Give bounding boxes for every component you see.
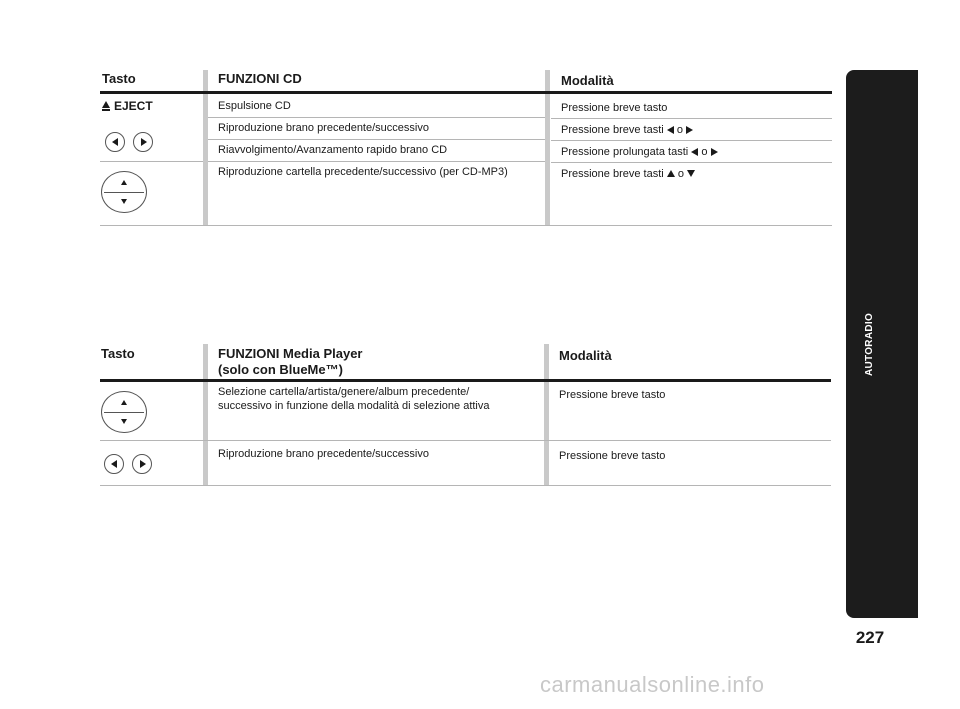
right-arrow-button-icon: [132, 454, 152, 474]
right-arrow-button-icon: [133, 132, 153, 152]
header-modalita: Modalità: [559, 348, 612, 363]
table-cell: Pressione breve tasti o: [561, 167, 695, 181]
eject-icon: [102, 101, 110, 111]
table-cell: Pressione breve tasto: [559, 389, 666, 401]
column-divider: [544, 344, 549, 485]
table-cell: Pressione prolungata tasti o: [561, 145, 718, 159]
header-rule: [100, 379, 831, 382]
table-cell: Selezione cartella/artista/genere/album precedente/ successivo in funzione della modalità di selezione attiva: [218, 386, 490, 412]
watermark: carmanualsonline.info: [540, 672, 765, 697]
row-rule: [551, 118, 832, 119]
right-triangle-icon: [711, 148, 718, 156]
row-rule: [100, 440, 831, 441]
left-arrow-button-icon: [104, 454, 124, 474]
table-cell: Riproduzione brano precedente/successivo: [218, 122, 429, 134]
row-rule: [208, 139, 545, 140]
row-rule: [551, 140, 832, 141]
header-tasto: Tasto: [101, 346, 135, 361]
table-cell: Riproduzione cartella precedente/successivo (per CD-MP3): [218, 166, 508, 178]
header-modalita: Modalità: [561, 73, 614, 88]
table-cell: Pressione breve tasto: [559, 450, 666, 462]
page-number: 227: [855, 628, 885, 647]
eject-key: [102, 99, 153, 113]
header-funzioni: FUNZIONI CD: [218, 71, 302, 86]
up-down-button-icon: [101, 171, 147, 213]
row-rule: [208, 117, 545, 118]
header-rule: [100, 91, 832, 94]
table-cell: Pressione breve tasti o: [561, 123, 693, 137]
left-triangle-icon: [691, 148, 698, 156]
table-cell: Riavvolgimento/Avanzamento rapido brano CD: [218, 144, 448, 156]
table-cell: Riproduzione brano precedente/successivo: [218, 448, 429, 460]
row-rule: [208, 161, 545, 162]
table-cell: Pressione breve tasto: [561, 102, 668, 114]
eject-label: EJECT: [114, 99, 153, 113]
column-divider: [203, 344, 208, 485]
left-arrow-button-icon: [105, 132, 125, 152]
section-tab-label: AUTORADIO: [864, 312, 876, 376]
table-bottom-rule: [100, 225, 832, 226]
up-down-button-icon: [101, 391, 147, 433]
row-rule: [551, 162, 832, 163]
header-funzioni: FUNZIONI Media Player (solo con BlueMe™): [218, 346, 363, 377]
row-rule: [100, 161, 203, 162]
up-triangle-icon: [667, 170, 675, 177]
table-bottom-rule: [100, 485, 831, 486]
section-tab-label-wrap: [846, 70, 894, 618]
left-triangle-icon: [667, 126, 674, 134]
right-triangle-icon: [686, 126, 693, 134]
down-triangle-icon: [687, 170, 695, 177]
header-tasto: Tasto: [102, 71, 136, 86]
table-cell: Espulsione CD: [218, 100, 291, 112]
